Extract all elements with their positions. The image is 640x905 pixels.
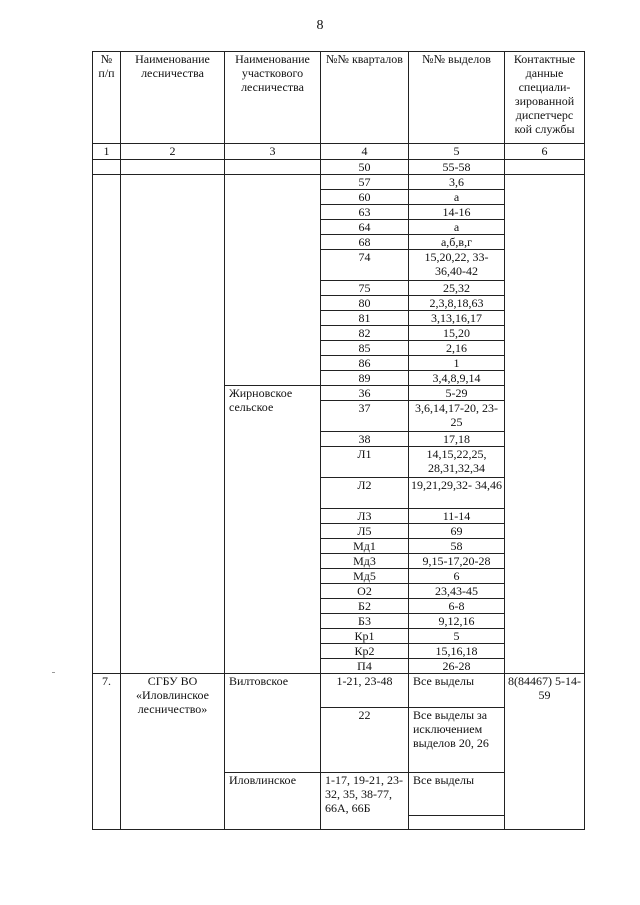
col-number: 5	[409, 144, 505, 160]
allotment-cell: 17,18	[409, 432, 505, 447]
col-number: 2	[121, 144, 225, 160]
quarter-cell: 80	[321, 296, 409, 311]
table-row-entry7	[93, 674, 585, 708]
forestry-name: СГБУ ВО «Иловлинское лесничество»	[121, 674, 225, 830]
quarter-cell: 57	[321, 175, 409, 190]
district-viltovskoe: Вилтовское	[225, 674, 321, 773]
allotment-cell: 1	[409, 356, 505, 371]
quarter-cell: 64	[321, 220, 409, 235]
column-number-row	[93, 144, 585, 160]
cell-forestry-span	[121, 175, 225, 674]
cell-num-span	[93, 175, 121, 674]
quarter-cell: 1-17, 19-21, 23-32, 35, 38-77, 66А, 66Б	[321, 773, 409, 830]
quarter-cell: Б2	[321, 599, 409, 614]
header-row	[93, 52, 585, 144]
quarter-cell: Мд1	[321, 539, 409, 554]
allotment-cell: 3,6	[409, 175, 505, 190]
cell-district-span	[225, 175, 321, 386]
allotment-cell: 25,32	[409, 281, 505, 296]
allotment-cell: 14-16	[409, 205, 505, 220]
cell-num-empty	[93, 160, 121, 175]
allotment-cell: 2,16	[409, 341, 505, 356]
allotment-cell: 11-14	[409, 509, 505, 524]
quarter-cell: 1-21, 23-48	[321, 674, 409, 708]
allotment-cell: 9,12,16	[409, 614, 505, 629]
margin-mark	[52, 672, 55, 673]
allotment-cell: 3,4,8,9,14	[409, 371, 505, 386]
quarter-cell: 60	[321, 190, 409, 205]
quarter-cell: 63	[321, 205, 409, 220]
district-ilovlinskoe: Иловлинское	[225, 773, 321, 830]
allotment-cell: 6	[409, 569, 505, 584]
quarter-cell: 85	[321, 341, 409, 356]
quarter-cell: 81	[321, 311, 409, 326]
quarter-cell: 89	[321, 371, 409, 386]
quarter-cell: Л3	[321, 509, 409, 524]
quarter-cell: Кр1	[321, 629, 409, 644]
allotment-cell: 5	[409, 629, 505, 644]
quarter-cell: Мд5	[321, 569, 409, 584]
entry-number: 7.	[93, 674, 121, 830]
header-forestry: Наименование лесничества	[121, 52, 225, 144]
allotment-cell: 14,15,22,25, 28,31,32,34	[409, 447, 505, 478]
allotment-cell: 69	[409, 524, 505, 539]
cell-contact-span	[505, 175, 585, 674]
allotment-cell: 9,15-17,20-28	[409, 554, 505, 569]
allotment-cell: 3,13,16,17	[409, 311, 505, 326]
allotment-cell-empty	[409, 816, 505, 830]
quarter-cell: Л2	[321, 478, 409, 509]
quarter-cell: 74	[321, 250, 409, 281]
table-row	[93, 175, 585, 190]
allotment-cell: 15,20,22, 33-36,40-42	[409, 250, 505, 281]
allotment-cell: 15,16,18	[409, 644, 505, 659]
allotment-cell: 6-8	[409, 599, 505, 614]
quarter-cell: 22	[321, 708, 409, 773]
col-number: 6	[505, 144, 585, 160]
allotment-cell: 2,3,8,18,63	[409, 296, 505, 311]
quarter-cell: 86	[321, 356, 409, 371]
header-allotments: №№ выделов	[409, 52, 505, 144]
allotment-cell: 58	[409, 539, 505, 554]
header-quarters: №№ кварталов	[321, 52, 409, 144]
allotment-cell: Все выделы	[409, 773, 505, 816]
quarter-cell: 50	[321, 160, 409, 175]
quarter-cell: Мд3	[321, 554, 409, 569]
quarter-cell: Кр2	[321, 644, 409, 659]
quarter-cell: 68	[321, 235, 409, 250]
quarter-cell: Б3	[321, 614, 409, 629]
allotment-cell: 5-29	[409, 386, 505, 401]
quarter-cell: Л5	[321, 524, 409, 539]
cell-forestry-empty	[121, 160, 225, 175]
quarter-cell: 38	[321, 432, 409, 447]
allotment-cell: 23,43-45	[409, 584, 505, 599]
table-row	[93, 160, 585, 175]
quarter-cell: О2	[321, 584, 409, 599]
allotment-cell: 19,21,29,32- 34,46	[409, 478, 505, 509]
col-number: 1	[93, 144, 121, 160]
quarter-cell: 82	[321, 326, 409, 341]
cell-district-empty	[225, 160, 321, 175]
col-number: 3	[225, 144, 321, 160]
allotment-cell: 55-58	[409, 160, 505, 175]
forest-registry-table	[92, 51, 585, 830]
header-num: № п/п	[93, 52, 121, 144]
allotment-cell: а,б,в,г	[409, 235, 505, 250]
quarter-cell: 37	[321, 401, 409, 432]
allotment-cell: 15,20	[409, 326, 505, 341]
allotment-cell: а	[409, 220, 505, 235]
quarter-cell: Л1	[321, 447, 409, 478]
col-number: 4	[321, 144, 409, 160]
quarter-cell: П4	[321, 659, 409, 674]
page-number: 8	[316, 18, 324, 33]
allotment-cell: Все выделы	[409, 674, 505, 708]
allotment-cell: Все выделы за исключением выделов 20, 26	[409, 708, 505, 773]
header-district-forestry: Наименование участкового лесничества	[225, 52, 321, 144]
quarter-cell: 36	[321, 386, 409, 401]
district-zhirnovskoe: Жирновское сельское	[225, 386, 321, 674]
allotment-cell: а	[409, 190, 505, 205]
allotment-cell: 3,6,14,17-20, 23-25	[409, 401, 505, 432]
contact-phone: 8(84467) 5-14-59	[505, 674, 585, 830]
allotment-cell: 26-28	[409, 659, 505, 674]
quarter-cell: 75	[321, 281, 409, 296]
header-contacts: Контактные данные специали-зированной диспетчерс кой службы	[505, 52, 585, 144]
cell-contact-empty	[505, 160, 585, 175]
